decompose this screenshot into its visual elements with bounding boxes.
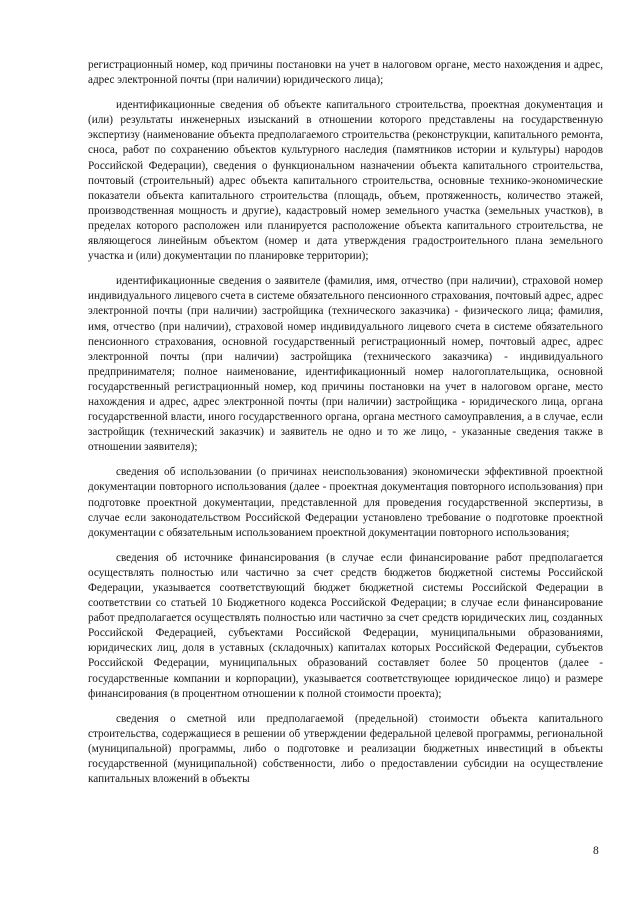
paragraph-applicant-identification: идентификационные сведения о заявителе (фамилия, имя, отчество (при наличии), страховой номер индивидуального лицевого счета в системе обязательного пенсионного страхования, почтовый адрес, адрес электронной почты (при наличии) застройщика (технического заказчика) - физического лица; фамилия, имя, отчество (при наличии), страховой номер индивидуального лицевого счета в системе обязательного пенсионного страхования, основной государственный регистрационный номер, почтовый адрес, адрес электронной почты (при наличии) застройщика (технического заказчика) - индивидуального предпринимателя; полное наименование, идентификационный номер налогоплательщика, основной государственный регистрационный номер, код причины постановки на учет в налоговом органе, место нахождения и адрес, адрес электронной почты (при наличии) застройщика - юридического лица, органа государственной власти, иного государственного органа, органа местного самоуправления, а в случае, если застройщик (технический заказчик) и заявитель не одно и то же лицо, - указанные сведения также в отношении заявителя); [88, 275, 603, 454]
paragraph-estimated-cost: сведения о сметной или предполагаемой (предельной) стоимости объекта капитального строительства, содержащиеся в решении об утверждении федеральной целевой программы, региональной (муниципальной) программы, либо о подготовке и реализации бюджетных инвестиций в объекты государственной (муниципальной) собственности, либо о предоставлении субсидии на осуществление капитальных вложений в объекты [88, 712, 603, 786]
paragraph-reuse-documentation: сведения об использовании (о причинах неиспользования) экономически эффективной проектной документации повторного использования (далее - проектная документация повторного использования) при подготовке проектной документации, представленной для проведения государственной экспертизы, в случае если законодательством Российской Федерации установлено требование о подготовке проектной документации с обязательным использованием проектной документации повторного использования; [88, 466, 603, 539]
paragraph-funding-source: сведения об источнике финансирования (в случае если финансирование работ предполагается осуществлять полностью или частично за счет средств бюджетов бюджетной системы Российской Федерации, указывается соответствующий бюджет бюджетной системы Российской Федерации в соответствии со статьей 10 Бюджетного кодекса Российской Федерации; в случае если финансирование работ предполагается осуществлять полностью или частично за счет средств юридических лиц, созданных Российской Федерацией, субъектами Российской Федерации, муниципальными образованиями, юридических лиц, доля в уставных (складочных) капиталах которых Российской Федерации, субъектов Российской Федерации, муниципальных образований составляет более 50 процентов (далее - государственные компании и корпорации), указывается соответствующее юридическое лицо) и размере финансирования (в процентном отношении к полной стоимости проекта); [88, 551, 603, 700]
page-number: 8 [593, 845, 599, 857]
paragraph-object-identification: идентификационные сведения об объекте капитального строительства, проектная документация и (или) результаты инженерных изысканий в отношении которого представлены на государственную экспертизу (наименование объекта предполагаемого строительства (реконструкции, капитального ремонта, сноса, работ по сохранению объектов культурного наследия (памятников истории и культуры) народов Российской Федерации), сведения о функциональном назначении объекта капитального строительства, почтовый (строительный) адрес объекта капитального строительства, основные технико-экономические показатели объекта капитального строительства (площадь, объем, протяженность, количество этажей, производственная мощность и другие), кадастровый номер земельного участка (земельных участков), в пределах которого расположен или планируется расположение объекта капитального строительства, не являющегося линейным объектом (номер и дата утверждения градостроительного плана земельного участка и (или) документации по планировке территории); [88, 99, 603, 263]
paragraph-legal-entity-details: регистрационный номер, код причины постановки на учет в налоговом органе, место нахождения и адрес, адрес электронной почты (при наличии) юридического лица); [88, 59, 603, 87]
document-page [88, 58, 603, 797]
